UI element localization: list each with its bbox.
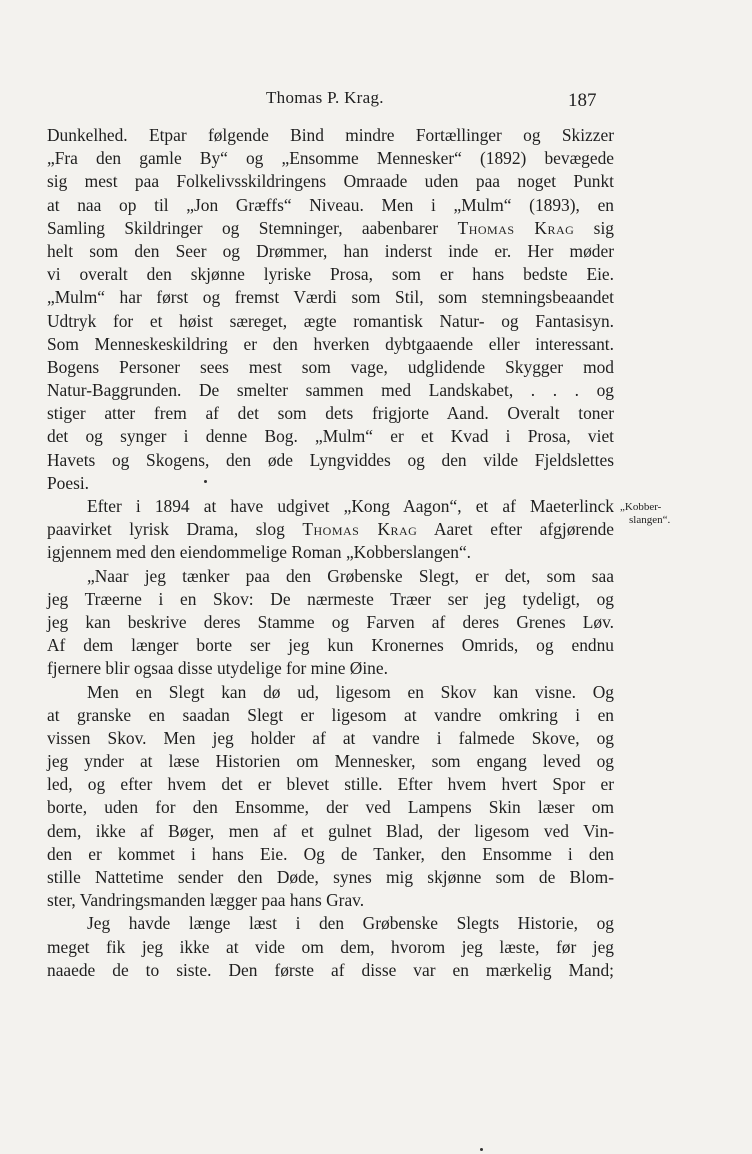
text-line: vissen Skov. Men jeg holder af at vandre i falmede Skove, og <box>47 727 614 748</box>
text-line <box>47 217 614 240</box>
text-line: meget fik jeg ikke at vide om dem, hvorom jeg læste, før jeg <box>47 936 614 957</box>
text-line: fjernere blir ogsaa disse utydelige for mine Øine. <box>47 658 388 679</box>
text-line: dem, ikke af Bøger, men af et gulnet Blad, der ligesom ved Vin- <box>47 820 614 841</box>
text-line: sig mest paa Folkelivsskildringens Omraade uden paa noget Punkt <box>47 171 614 192</box>
print-speck <box>204 480 207 483</box>
page-number: 187 <box>568 90 597 111</box>
text-line: borte, uden for den Ensomme, der ved Lampens Skin læser om <box>47 797 614 818</box>
text-line: led, og efter hvem det er blevet stille. Efter hvem hvert Spor er <box>47 774 614 795</box>
text-line: jeg kan beskrive deres Stamme og Farven af deres Grenes Løv. <box>47 611 614 632</box>
text-line: „Mulm“ har først og fremst Værdi som Stil, som stemningsbeaandet <box>47 287 614 308</box>
text-run: paavirket lyrisk Drama, slog <box>47 519 303 540</box>
text-line: naaede de to siste. Den første af disse var en mærkelig Mand; <box>47 959 614 980</box>
text-line: helt som den Seer og Drømmer, han inderst inde er. Her møder <box>47 240 614 261</box>
text-line: jeg ynder at læse Historien om Mennesker, som engang leved og <box>47 751 614 772</box>
text-line: Havets og Skogens, den øde Lyngviddes og den vilde Fjeldslettes <box>47 449 614 470</box>
margin-note <box>620 501 700 527</box>
text-line: Bogens Personer sees mest som vage, udglidende Skygger mod <box>47 356 614 377</box>
margin-note-line: slangen“. <box>629 514 671 526</box>
text-run: Aaret efter afgjørende <box>417 519 615 540</box>
text-line: „Naar jeg tænker paa den Grøbenske Slegt, er det, som saa <box>87 565 614 586</box>
text-line: „Fra den gamle By“ og „Ensomme Mennesker“ (1892) bevægede <box>47 148 614 169</box>
text-line: jeg Træerne i en Skov: De nærmeste Træer ser jeg tydeligt, og <box>47 588 614 609</box>
text-line: Som Menneskeskildring er den hverken dybtgaaende eller interessant. <box>47 333 614 354</box>
author-name: Thomas Krag <box>457 217 575 238</box>
text-line: stille Nattetime sender den Døde, synes mig skjønne som de Blom- <box>47 867 614 887</box>
text-line: igjennem med den eiendommelige Roman „Kobberslangen“. <box>47 542 472 563</box>
text-line: at naa op til „Jon Græffs“ Niveau. Men i „Mulm“ (1893), en <box>47 194 614 215</box>
body-text <box>47 124 614 982</box>
margin-note-line: „Kobber- <box>620 501 662 513</box>
text-line: Af dem længer borte ser jeg kun Kronernes Omrids, og endnu <box>47 635 614 656</box>
text-line: Poesi. <box>47 472 90 493</box>
text-run: sig <box>574 217 614 238</box>
text-line: ster, Vandringsmanden lægger paa hans Grav. <box>47 890 365 911</box>
text-line: det og synger i denne Bog. „Mulm“ er et Kvad i Prosa, viet <box>47 426 614 447</box>
print-speck <box>480 1148 483 1151</box>
text-run: Samling Skildringer og Stemninger, aabenbarer <box>47 217 458 238</box>
text-line: vi overalt den skjønne lyriske Prosa, som er hans bedste Eie. <box>47 264 614 285</box>
text-line: Jeg havde længe læst i den Grøbenske Slegts Historie, og <box>87 913 614 934</box>
text-line: Natur-Baggrunden. De smelter sammen med Landskabet, . . . og <box>47 380 614 401</box>
running-head <box>0 88 752 112</box>
text-line: stiger atter frem af det som dets frigjorte Aand. Overalt toner <box>47 403 614 424</box>
author-name: Thomas Krag <box>302 519 418 540</box>
text-line: Dunkelhed. Etpar følgende Bind mindre Fortællinger og Skizzer <box>47 125 614 145</box>
text-line: Men en Slegt kan dø ud, ligesom en Skov kan visne. Og <box>87 681 614 702</box>
text-line: den er kommet i hans Eie. Og de Tanker, den Ensomme i den <box>47 843 614 864</box>
text-line: Udtryk for et høist særeget, ægte romantisk Natur- og Fantasisyn. <box>47 310 614 331</box>
text-line <box>47 518 614 541</box>
text-line: at granske en saadan Slegt er ligesom at vandre omkring i en <box>47 704 614 725</box>
text-line: Efter i 1894 at have udgivet „Kong Aagon“, et af Maeterlinck <box>87 496 614 516</box>
running-title: Thomas P. Krag. <box>266 88 384 107</box>
